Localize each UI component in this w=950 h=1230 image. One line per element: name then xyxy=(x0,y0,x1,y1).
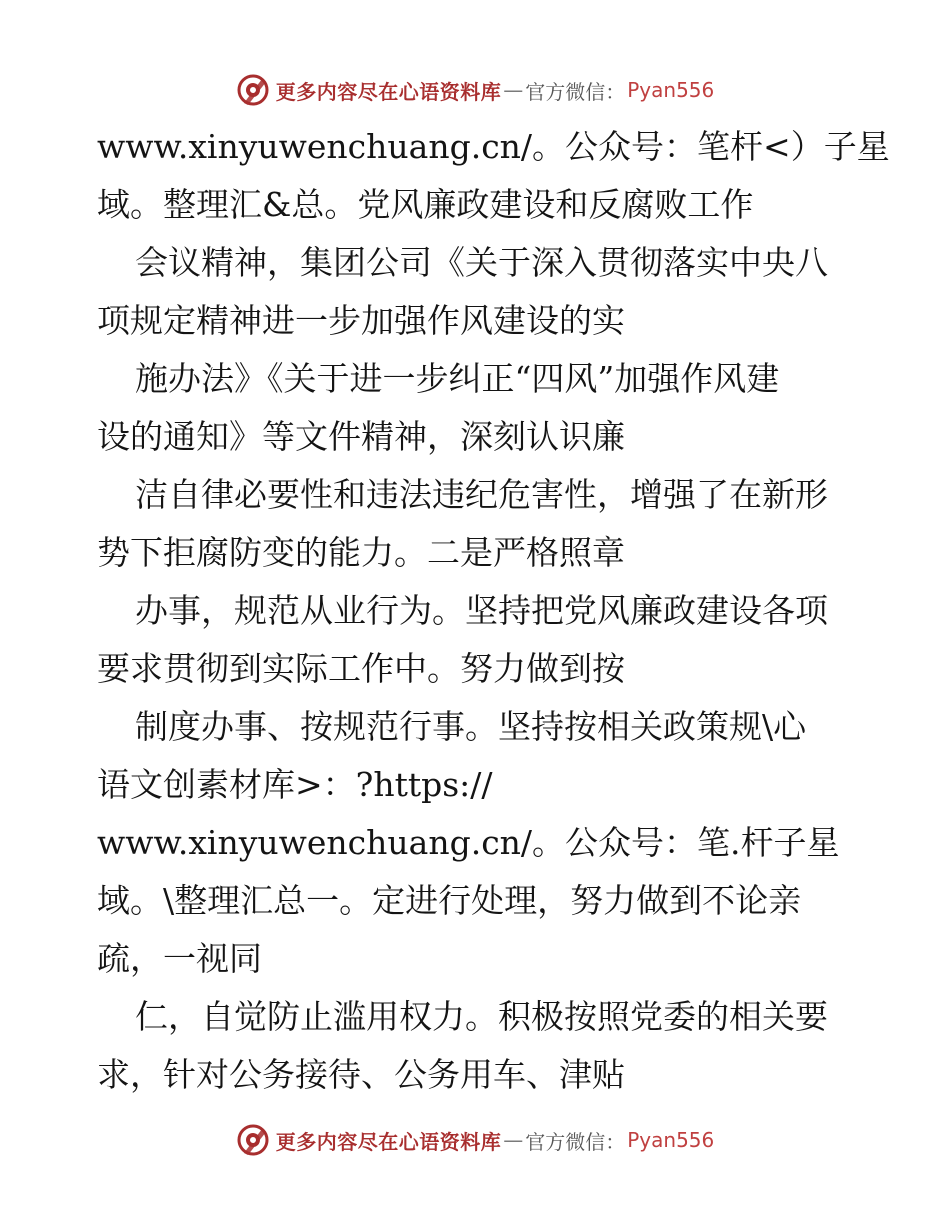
text-line: 洁自律必要性和违法违纪危害性，增强了在新形 xyxy=(135,475,828,514)
text-line: www.xinyuwenchuang.cn/。公众号：笔.杆子星 xyxy=(97,823,840,862)
text-line: 要求贯彻到实际工作中。努力做到按 xyxy=(97,649,625,688)
text-line: 域。整理汇&总。党风廉政建设和反腐败工作 xyxy=(97,185,754,224)
document-body xyxy=(97,118,890,1104)
banner-wechat-id: Pyan556 xyxy=(627,1128,715,1152)
text-line: 语文创素材库>：?https:// xyxy=(97,765,493,804)
banner-dash: — xyxy=(503,1128,524,1152)
pen-logo-icon xyxy=(236,1123,270,1157)
text-line: 仁，自觉防止滥用权力。积极按照党委的相关要 xyxy=(135,997,828,1036)
text-line: 势下拒腐防变的能力。二是严格照章 xyxy=(97,533,625,572)
text-line: 项规定精神进一步加强作风建设的实 xyxy=(97,301,625,340)
text-line: 设的通知》等文件精神，深刻认识廉 xyxy=(97,417,625,456)
text-line: 域。\整理汇总一。定进行处理，努力做到不论亲 xyxy=(97,881,802,920)
pen-logo-icon xyxy=(236,73,270,107)
footer-banner xyxy=(0,1120,950,1160)
banner-official-label: 官方微信： xyxy=(525,1129,626,1154)
text-line: 施办法》《关于进一步纠正“四风”加强作风建 xyxy=(135,359,780,398)
header-banner xyxy=(0,70,950,110)
text-line: www.xinyuwenchuang.cn/。公众号：笔杆<）子星 xyxy=(97,127,890,166)
banner-official-label: 官方微信： xyxy=(525,79,626,104)
text-line: 制度办事、按规范行事。坚持按相关政策规\心 xyxy=(135,707,807,746)
text-line: 求，针对公务接待、公务用车、津贴 xyxy=(97,1055,625,1094)
banner-dash: — xyxy=(503,78,524,102)
text-line: 会议精神，集团公司《关于深入贯彻落实中央八 xyxy=(135,243,828,282)
banner-brand-text: 更多内容尽在心语资料库 xyxy=(275,79,502,104)
banner-wechat-id: Pyan556 xyxy=(627,78,715,102)
text-line: 办事，规范从业行为。坚持把党风廉政建设各项 xyxy=(135,591,828,630)
banner-brand-text: 更多内容尽在心语资料库 xyxy=(275,1129,502,1154)
text-line: 疏，一视同 xyxy=(97,939,262,978)
